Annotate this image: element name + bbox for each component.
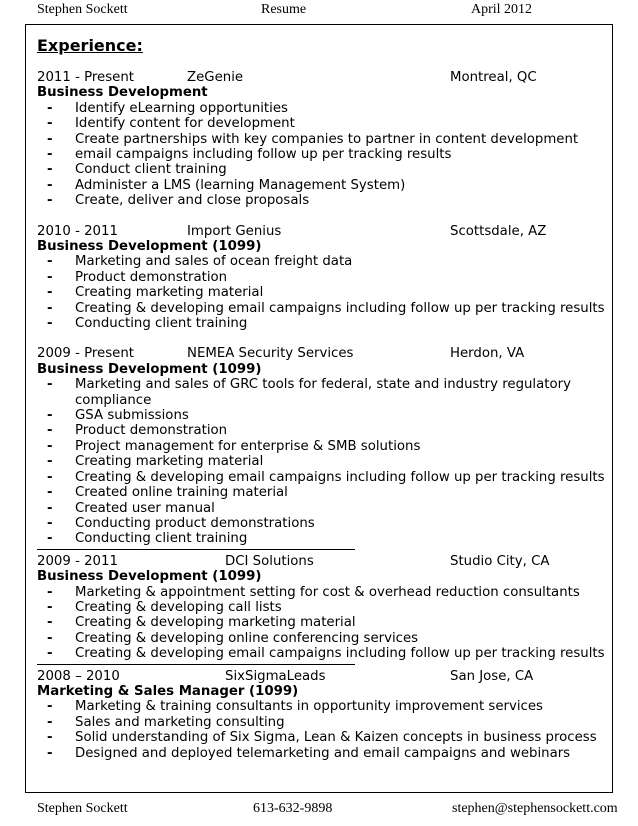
job-company: SixSigmaLeads	[225, 668, 326, 684]
job-dates: 2008 – 2010	[37, 668, 120, 684]
job-entry	[37, 554, 607, 662]
header-date: April 2012	[471, 2, 533, 17]
list-item: - Created user manual	[47, 500, 215, 516]
list-item: - Product demonstration	[47, 269, 228, 285]
list-item: - Product demonstration	[47, 423, 228, 439]
job-duties	[37, 699, 607, 761]
list-item: - Marketing and sales of GRC tools for federal, state and industry regulatory	[47, 377, 571, 393]
list-item: - Identify eLearning opportunities	[47, 100, 288, 116]
job-meta	[37, 224, 607, 239]
list-item: - Creating & developing email campaigns including follow up per tracking results	[47, 469, 605, 485]
job-meta	[37, 554, 607, 569]
job-location: San Jose, CA	[450, 668, 534, 684]
job-dates: 2009 - 2011	[37, 553, 118, 569]
job-dates: 2011 - Present	[37, 70, 134, 85]
list-item: - email campaigns including follow up per tracking results	[47, 147, 452, 163]
footer-name: Stephen Sockett	[37, 801, 128, 816]
list-item: - Administer a LMS (learning Management System)	[47, 177, 406, 193]
header-doc-title: Resume	[261, 2, 307, 17]
job-title: Marketing & Sales Manager (1099)	[37, 683, 299, 699]
header-name: Stephen Sockett	[37, 2, 128, 17]
list-item: - Creating marketing material	[47, 454, 264, 470]
job-duties	[37, 585, 607, 662]
footer-email: stephen@stephensockett.com	[452, 801, 618, 816]
list-item: - Creating & developing call lists	[47, 599, 282, 615]
job-dates: 2010 - 2011	[37, 223, 118, 239]
job-title: Business Development	[37, 85, 208, 101]
job-company: ZeGenie	[187, 70, 244, 85]
page-footer	[0, 801, 638, 821]
job-location: Montreal, QC	[450, 70, 537, 85]
list-item: - Solid understanding of Six Sigma, Lean & Kaizen concepts in business process	[47, 730, 597, 746]
job-entry	[37, 669, 607, 761]
job-company: NEMEA Security Services	[187, 346, 354, 362]
job-location: Studio City, CA	[450, 553, 550, 569]
list-item: - Creating & developing online conferencing services	[47, 630, 419, 646]
list-item: - Creating marketing material	[47, 285, 264, 301]
list-item: - Creating & developing marketing material	[47, 615, 356, 631]
list-item: - Creating & developing email campaigns including follow up per tracking results	[47, 300, 605, 316]
list-item: - Sales and marketing consulting	[47, 714, 285, 730]
list-item: - Marketing and sales of ocean freight data	[47, 254, 353, 270]
list-item: - Creating & developing email campaigns including follow up per tracking results	[47, 646, 605, 662]
job-location: Scottsdale, AZ	[450, 223, 547, 239]
job-meta	[37, 70, 607, 85]
job-company: Import Genius	[187, 223, 282, 239]
job-title: Business Development (1099)	[37, 361, 262, 377]
list-item: - Conducting client training	[47, 531, 248, 547]
list-item-continuation: compliance	[75, 392, 152, 408]
list-item: - Conduct client training	[47, 162, 227, 178]
list-item: - GSA submissions	[47, 408, 189, 424]
list-item: - Created online training material	[47, 485, 288, 501]
section-title: Experience:	[37, 36, 143, 55]
job-duties	[37, 101, 607, 209]
job-entry	[37, 224, 607, 332]
list-item: - Conducting client training	[47, 316, 248, 332]
list-item: - Designed and deployed telemarketing and email campaigns and webinars	[47, 745, 571, 761]
list-item: - Conducting product demonstrations	[47, 515, 315, 531]
job-title: Business Development (1099)	[37, 239, 262, 255]
separator-line	[37, 549, 355, 550]
job-location: Herdon, VA	[450, 346, 525, 362]
job-duties	[37, 377, 607, 546]
list-item: - Identify content for development	[47, 116, 295, 132]
job-duties	[37, 254, 607, 331]
list-item: - Create, deliver and close proposals	[47, 193, 310, 209]
job-meta	[37, 669, 607, 684]
job-title: Business Development (1099)	[37, 569, 262, 585]
separator-line	[37, 664, 355, 665]
job-entry	[37, 346, 607, 546]
footer-phone: 613-632-9898	[253, 801, 333, 816]
list-item: - Marketing & training consultants in opportunity improvement services	[47, 699, 543, 715]
job-company: DCI Solutions	[225, 553, 314, 569]
page-header	[0, 2, 638, 22]
job-meta	[37, 346, 607, 361]
job-dates: 2009 - Present	[37, 346, 134, 362]
resume-content	[37, 36, 607, 761]
list-item: - Create partnerships with key companies to partner in content development	[47, 131, 579, 147]
list-item: - Project management for enterprise & SMB solutions	[47, 438, 421, 454]
list-item: - Marketing & appointment setting for cost & overhead reduction consultants	[47, 584, 580, 600]
job-entry	[37, 70, 607, 209]
